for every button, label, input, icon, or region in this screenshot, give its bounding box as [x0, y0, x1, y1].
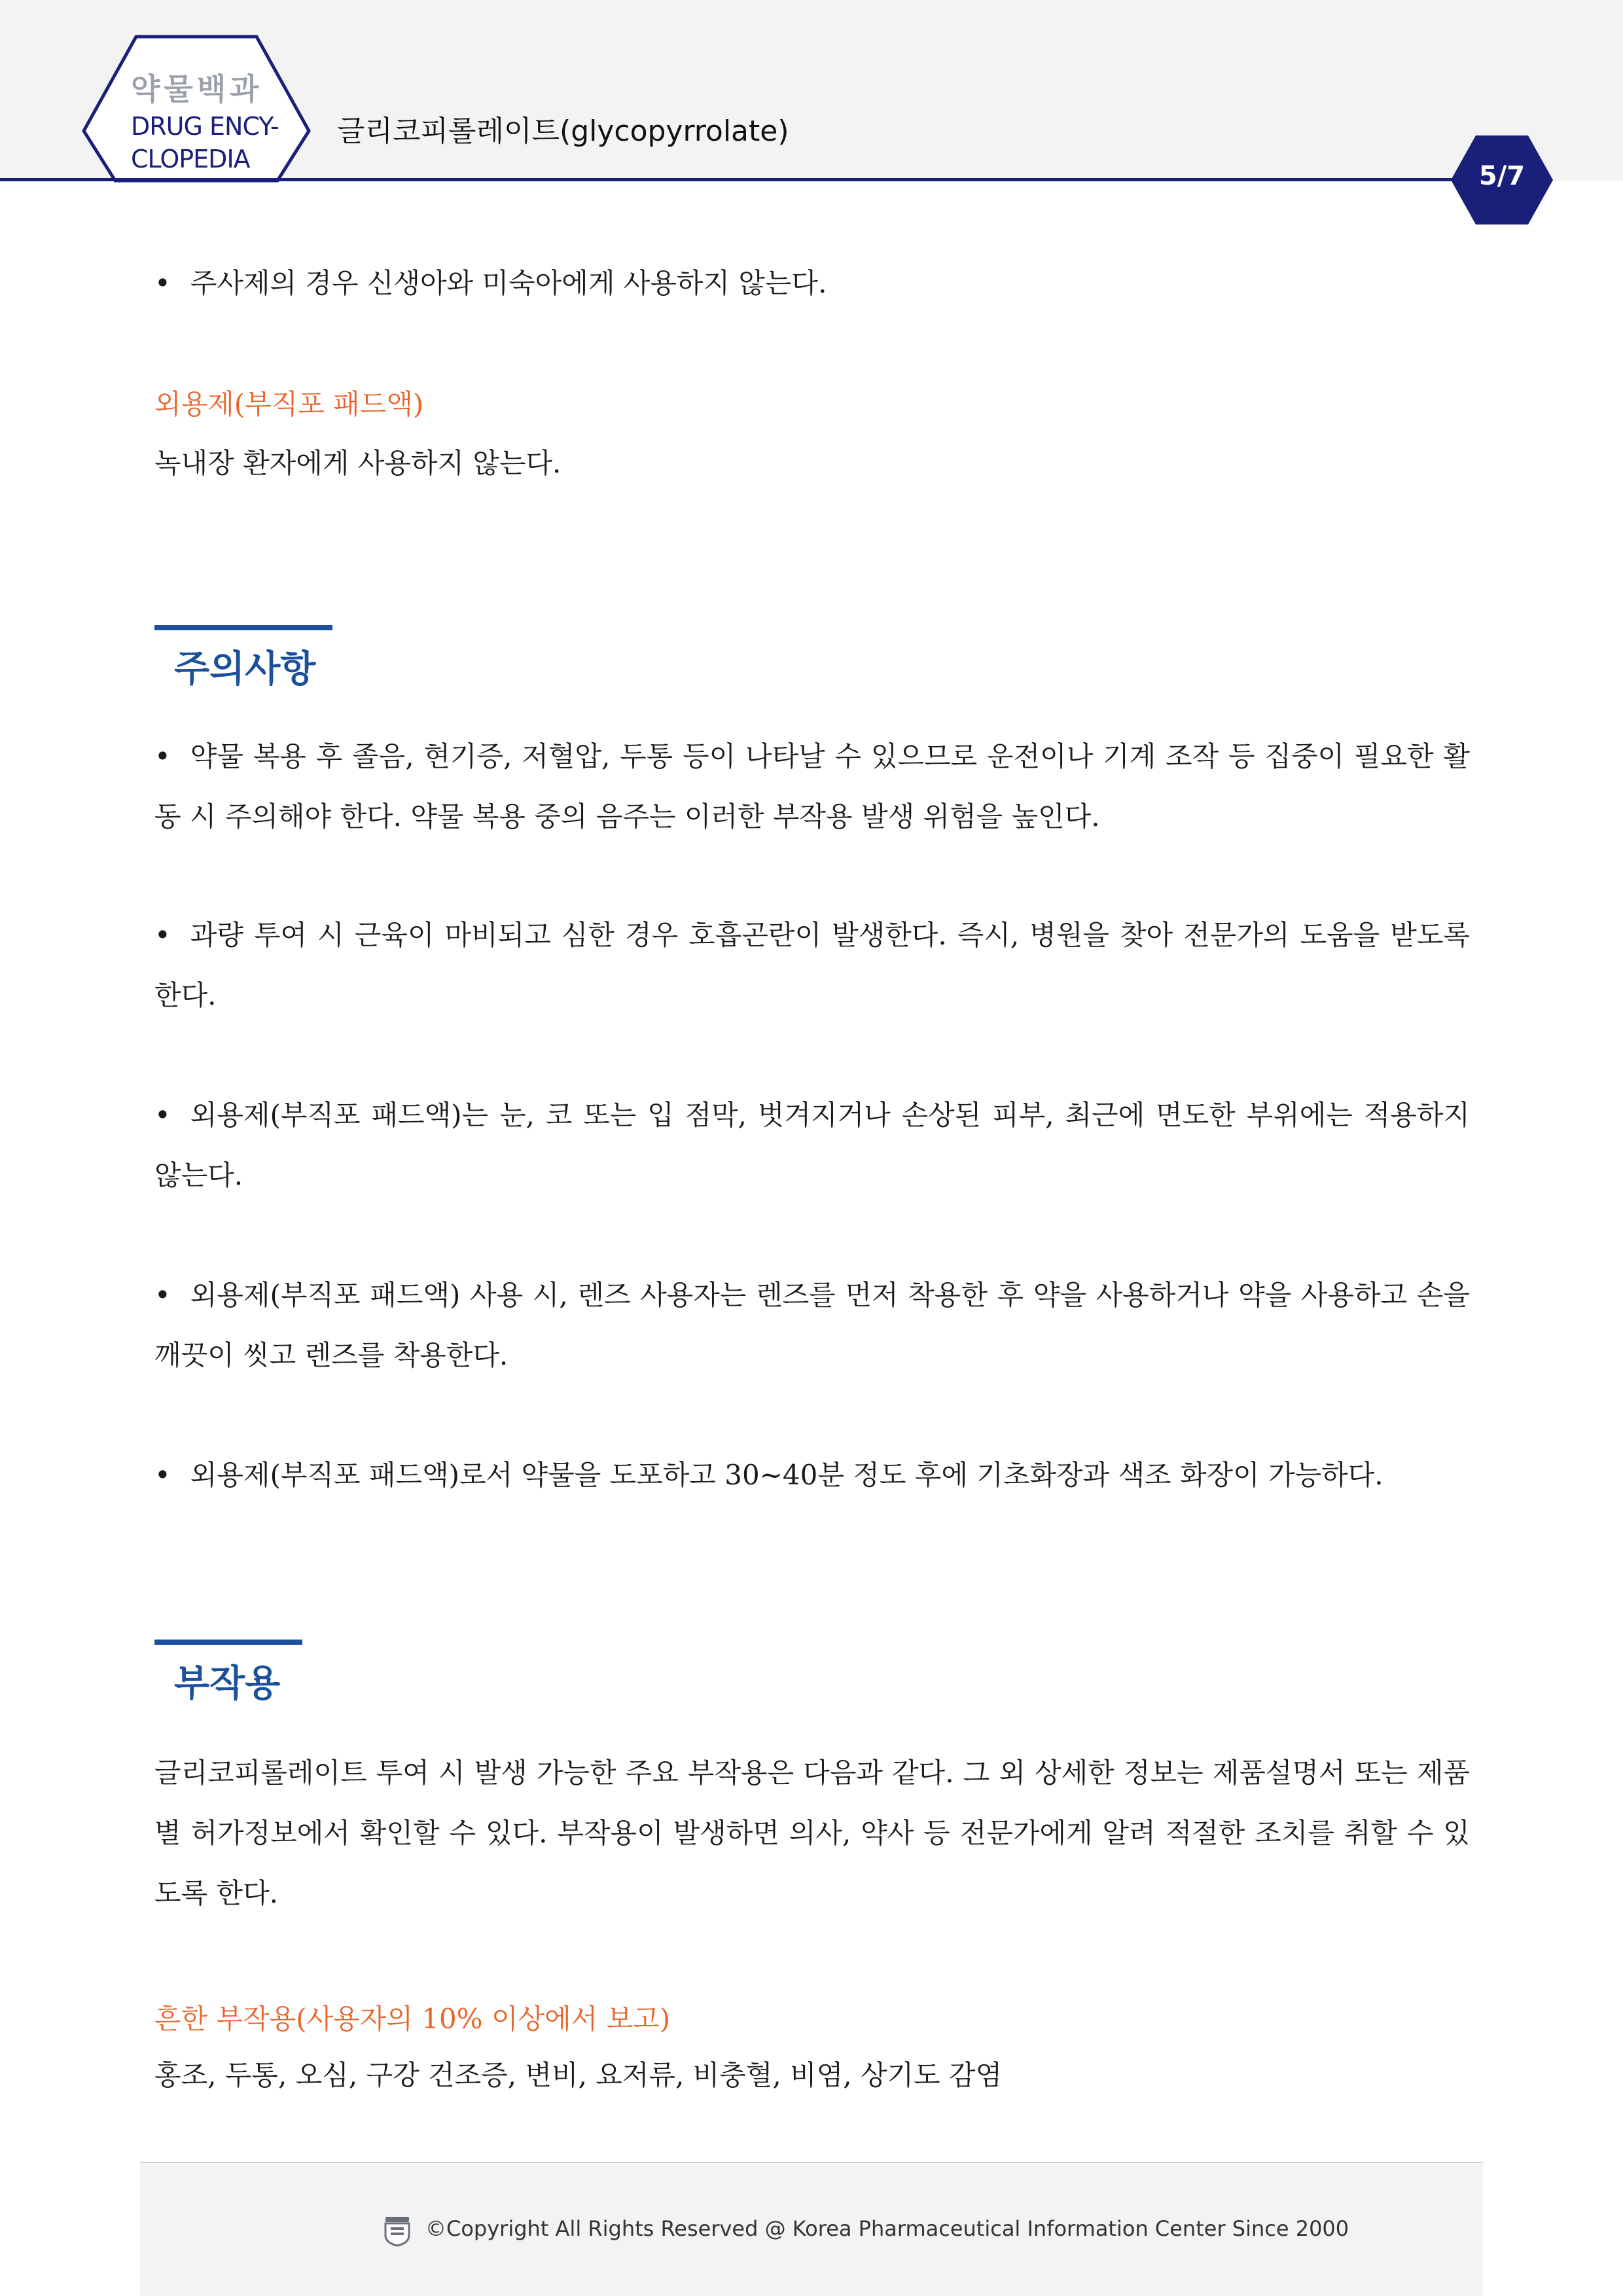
list-item	[154, 1265, 1470, 1386]
section-bar	[154, 625, 332, 630]
bullet: •	[154, 267, 171, 299]
item-text: 외용제(부직포 패드액)는 눈, 코 또는 입 점막, 벗겨지거나 손상된 피부, 최근에 면도한 부위에는 적용하지 않는다.	[154, 1099, 1470, 1191]
list-item	[154, 253, 1470, 314]
list-item	[154, 1445, 1470, 1505]
emblem-icon	[383, 2215, 412, 2247]
subheading-common: 흔한 부작용(사용자의 10% 이상에서 보고)	[154, 2003, 671, 2035]
section-title-precautions: 주의사항	[174, 648, 316, 691]
list-item	[154, 905, 1470, 1026]
bullet: •	[154, 1279, 171, 1311]
footer-copyright: ©Copyright All Rights Reserved @ Korea Pharmaceutical Information Center Since 2000	[425, 2216, 1349, 2241]
list-item	[154, 1085, 1470, 1206]
item-text: 과량 투여 시 근육이 마비되고 심한 경우 호흡곤란이 발생한다. 즉시, 병원을 찾아 전문가의 도움을 받도록 한다.	[154, 919, 1470, 1011]
logo-en-line2: CLOPEDIA	[131, 145, 250, 173]
logo-english-text	[131, 110, 288, 175]
common-side-effects-list: 홍조, 두통, 오심, 구강 건조증, 변비, 요저류, 비충혈, 비염, 상기도 감염	[154, 2059, 1003, 2091]
side-effects-intro: 글리코피롤레이트 투여 시 발생 가능한 주요 부작용은 다음과 같다. 그 외 상세한 정보는 제품설명서 또는 제품별 허가정보에서 확인할 수 있다. 부작용이 발생하면 의사, 약사 등 전문가에게 알려 적절한 조치를 취할 수 있도록 한다.	[154, 1757, 1470, 1909]
item-text: 주사제의 경우 신생아와 미숙아에게 사용하지 않는다.	[190, 267, 827, 299]
section-bar	[154, 1640, 302, 1645]
item-text: 외용제(부직포 패드액) 사용 시, 렌즈 사용자는 렌즈를 먼저 착용한 후 약을 사용하거나 약을 사용하고 손을 깨끗이 씻고 렌즈를 착용한다.	[154, 1279, 1470, 1371]
bullet: •	[154, 740, 171, 772]
logo-en-line1: DRUG ENCY-	[131, 112, 279, 141]
document-title: 글리코피롤레이트(glycopyrrolate)	[337, 115, 789, 148]
item-text: 외용제(부직포 패드액)로서 약물을 도포하고 30~40분 정도 후에 기초화장과 색조 화장이 가능하다.	[190, 1459, 1383, 1491]
section-title-side-effects: 부작용	[174, 1662, 281, 1705]
subheading-topical: 외용제(부직포 패드액)	[154, 388, 424, 420]
bullet: •	[154, 1459, 171, 1491]
logo-korean-text: 약물백과	[131, 71, 263, 107]
header-divider	[0, 178, 1492, 181]
page-indicator: 5/7	[1478, 161, 1525, 191]
topical-text: 녹내장 환자에게 사용하지 않는다.	[154, 447, 562, 479]
list-item	[154, 726, 1470, 847]
bullet: •	[154, 1099, 171, 1131]
item-text: 약물 복용 후 졸음, 현기증, 저혈압, 두통 등이 나타날 수 있으므로 운전이나 기계 조작 등 집중이 필요한 활동 시 주의해야 한다. 약물 복용 중의 음주는 이러한 부작용 발생 위험을 높인다.	[154, 740, 1470, 833]
bullet: •	[154, 919, 171, 951]
